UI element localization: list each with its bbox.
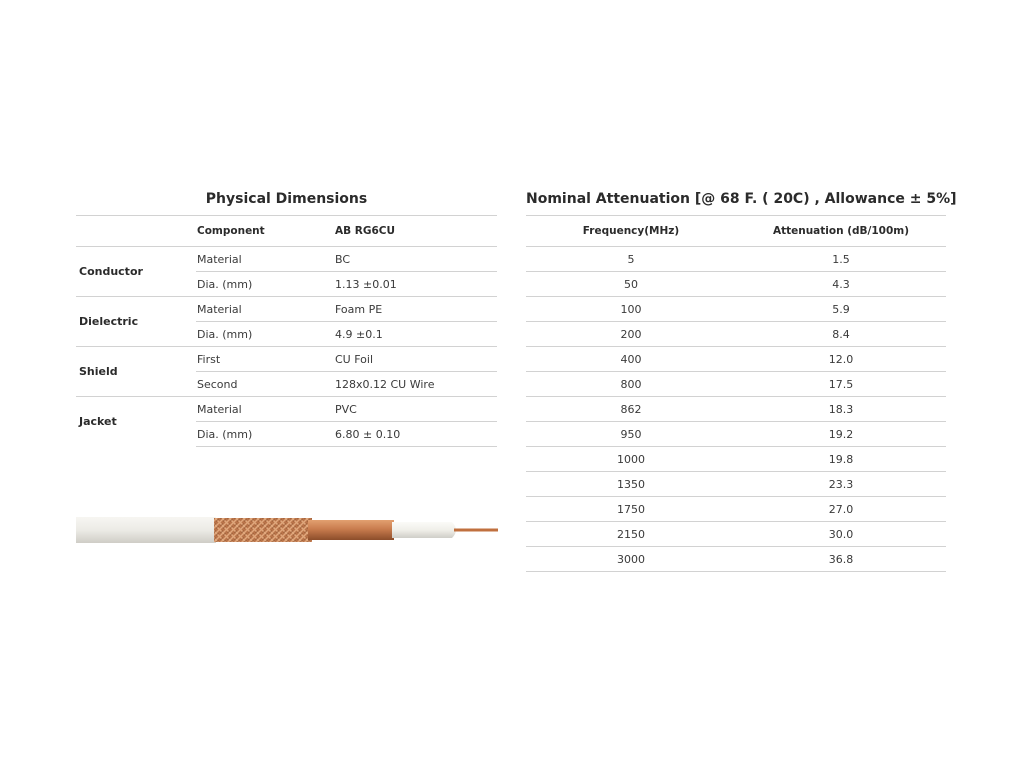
frequency-cell: 862 bbox=[526, 397, 736, 422]
cable-conductor bbox=[454, 529, 498, 532]
table-row bbox=[526, 472, 946, 497]
table-row bbox=[76, 297, 497, 322]
attenuation-cell: 4.3 bbox=[736, 272, 946, 297]
table-row bbox=[526, 322, 946, 347]
physical-dimensions-title: Physical Dimensions bbox=[205, 191, 368, 207]
table-row bbox=[76, 247, 497, 272]
value-cell: 6.80 ± 0.10 bbox=[334, 422, 497, 447]
attenuation-cell: 30.0 bbox=[736, 522, 946, 547]
value-cell: 4.9 ±0.1 bbox=[334, 322, 497, 347]
value-cell: PVC bbox=[334, 397, 497, 422]
group-label: Shield bbox=[76, 347, 196, 397]
component-cell: Dia. (mm) bbox=[196, 322, 334, 347]
frequency-cell: 3000 bbox=[526, 547, 736, 572]
table-row bbox=[76, 397, 497, 422]
cable-jacket bbox=[76, 517, 216, 543]
header-attenuation: Attenuation (dB/100m) bbox=[736, 216, 946, 247]
header-frequency: Frequency(MHz) bbox=[526, 216, 736, 247]
component-cell: Dia. (mm) bbox=[196, 272, 334, 297]
frequency-cell: 1000 bbox=[526, 447, 736, 472]
attenuation-title: Nominal Attenuation [@ 68 F. ( 20C) , Allowance ± 5%] bbox=[526, 191, 957, 207]
group-label: Conductor bbox=[76, 247, 196, 297]
table-row bbox=[526, 447, 946, 472]
frequency-cell: 950 bbox=[526, 422, 736, 447]
coaxial-cable-image bbox=[76, 512, 498, 548]
frequency-cell: 400 bbox=[526, 347, 736, 372]
value-cell: Foam PE bbox=[334, 297, 497, 322]
table-row bbox=[526, 272, 946, 297]
table-header-row bbox=[526, 216, 946, 247]
cable-foil bbox=[308, 520, 394, 540]
frequency-cell: 100 bbox=[526, 297, 736, 322]
header-model: AB RG6CU bbox=[334, 216, 497, 247]
table-header-row bbox=[76, 216, 497, 247]
physical-dimensions-table bbox=[76, 215, 497, 447]
attenuation-cell: 1.5 bbox=[736, 247, 946, 272]
table-row bbox=[76, 347, 497, 372]
attenuation-table bbox=[526, 215, 946, 572]
attenuation-cell: 19.8 bbox=[736, 447, 946, 472]
value-cell: BC bbox=[334, 247, 497, 272]
attenuation-cell: 17.5 bbox=[736, 372, 946, 397]
table-row bbox=[526, 522, 946, 547]
frequency-cell: 1750 bbox=[526, 497, 736, 522]
value-cell: 1.13 ±0.01 bbox=[334, 272, 497, 297]
frequency-cell: 800 bbox=[526, 372, 736, 397]
attenuation-cell: 19.2 bbox=[736, 422, 946, 447]
table-row bbox=[526, 547, 946, 572]
frequency-cell: 50 bbox=[526, 272, 736, 297]
attenuation-cell: 12.0 bbox=[736, 347, 946, 372]
table-row bbox=[526, 247, 946, 272]
table-row bbox=[526, 397, 946, 422]
table-row bbox=[526, 422, 946, 447]
component-cell: Second bbox=[196, 372, 334, 397]
cable-dielectric bbox=[392, 522, 456, 538]
component-cell: First bbox=[196, 347, 334, 372]
group-label: Jacket bbox=[76, 397, 196, 447]
attenuation-cell: 27.0 bbox=[736, 497, 946, 522]
attenuation-cell: 18.3 bbox=[736, 397, 946, 422]
header-empty-cell bbox=[76, 216, 196, 247]
table-row bbox=[526, 297, 946, 322]
group-label: Dielectric bbox=[76, 297, 196, 347]
table-row bbox=[526, 372, 946, 397]
header-component: Component bbox=[196, 216, 334, 247]
attenuation-cell: 5.9 bbox=[736, 297, 946, 322]
frequency-cell: 2150 bbox=[526, 522, 736, 547]
component-cell: Material bbox=[196, 297, 334, 322]
attenuation-cell: 36.8 bbox=[736, 547, 946, 572]
attenuation-cell: 23.3 bbox=[736, 472, 946, 497]
frequency-cell: 200 bbox=[526, 322, 736, 347]
cable-braid bbox=[214, 518, 312, 542]
component-cell: Material bbox=[196, 397, 334, 422]
table-row bbox=[526, 347, 946, 372]
table-row bbox=[526, 497, 946, 522]
value-cell: CU Foil bbox=[334, 347, 497, 372]
component-cell: Material bbox=[196, 247, 334, 272]
value-cell: 128x0.12 CU Wire bbox=[334, 372, 497, 397]
frequency-cell: 1350 bbox=[526, 472, 736, 497]
frequency-cell: 5 bbox=[526, 247, 736, 272]
component-cell: Dia. (mm) bbox=[196, 422, 334, 447]
attenuation-cell: 8.4 bbox=[736, 322, 946, 347]
